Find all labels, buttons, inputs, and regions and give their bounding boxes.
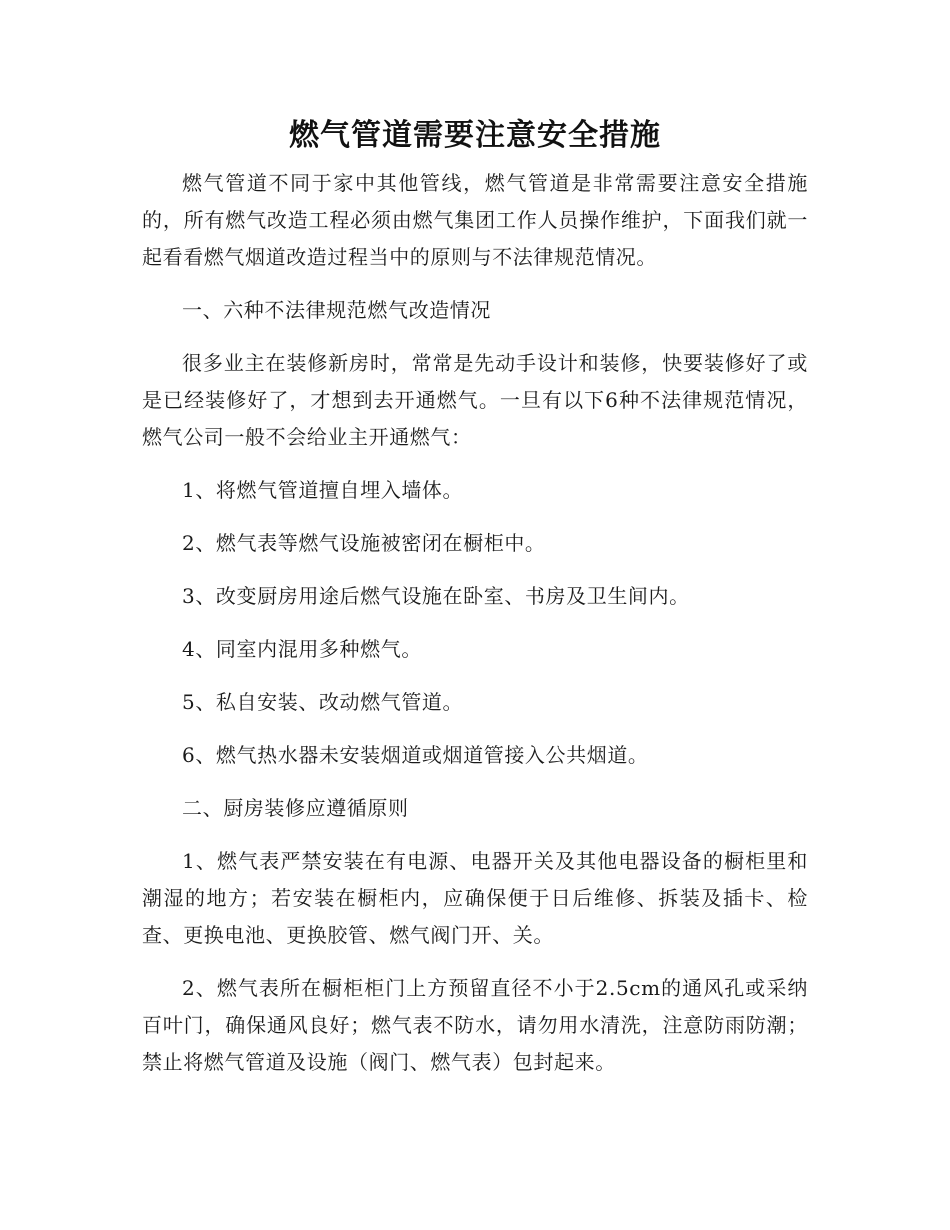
paragraph-intro: 燃气管道不同于家中其他管线，燃气管道是非常需要注意安全措施的，所有燃气改造工程必须由燃气集团工作人员操作维护，下面我们就一起看看燃气烟道改造过程当中的原则与不法律规范情况。 (142, 171, 808, 269)
list-item-5: 5、私自安装、改动燃气管道。 (182, 690, 464, 714)
list-item-3: 3、改变厨房用途后燃气设施在卧室、书房及卫生间内。 (182, 584, 690, 608)
principle-item-2: 2、燃气表所在橱柜柜门上方预留直径不小于2.5cm的通风孔或采纳百叶门，确保通风良好；燃气表不防水，请勿用水清洗，注意防雨防潮；禁止将燃气管道及设施（阀门、燃气表）包封起来。 (142, 976, 808, 1074)
document-title: 燃气管道需要注意安全措施 (289, 118, 661, 153)
section-heading-1: 一、六种不法律规范燃气改造情况 (182, 298, 491, 322)
document-body (142, 165, 808, 1097)
list-item-2: 2、燃气表等燃气设施被密闭在橱柜中。 (182, 531, 546, 555)
principle-item-1: 1、燃气表严禁安装在有电源、电器开关及其他电器设备的橱柜里和潮湿的地方；若安装在橱柜内，应确保便于日后维修、拆装及插卡、检查、更换电池、更换胶管、燃气阀门开、关。 (142, 849, 808, 947)
list-item-1: 1、将燃气管道擅自埋入墙体。 (182, 478, 464, 502)
paragraph-section-1-intro: 很多业主在装修新房时，常常是先动手设计和装修，快要装修好了或是已经装修好了，才想到去开通燃气。一旦有以下6种不法律规范情况，燃气公司一般不会给业主开通燃气： (142, 351, 808, 449)
list-item-4: 4、同室内混用多种燃气。 (182, 637, 422, 661)
section-heading-2: 二、厨房装修应遵循原则 (182, 796, 409, 820)
list-item-6: 6、燃气热水器未安装烟道或烟道管接入公共烟道。 (182, 743, 649, 767)
